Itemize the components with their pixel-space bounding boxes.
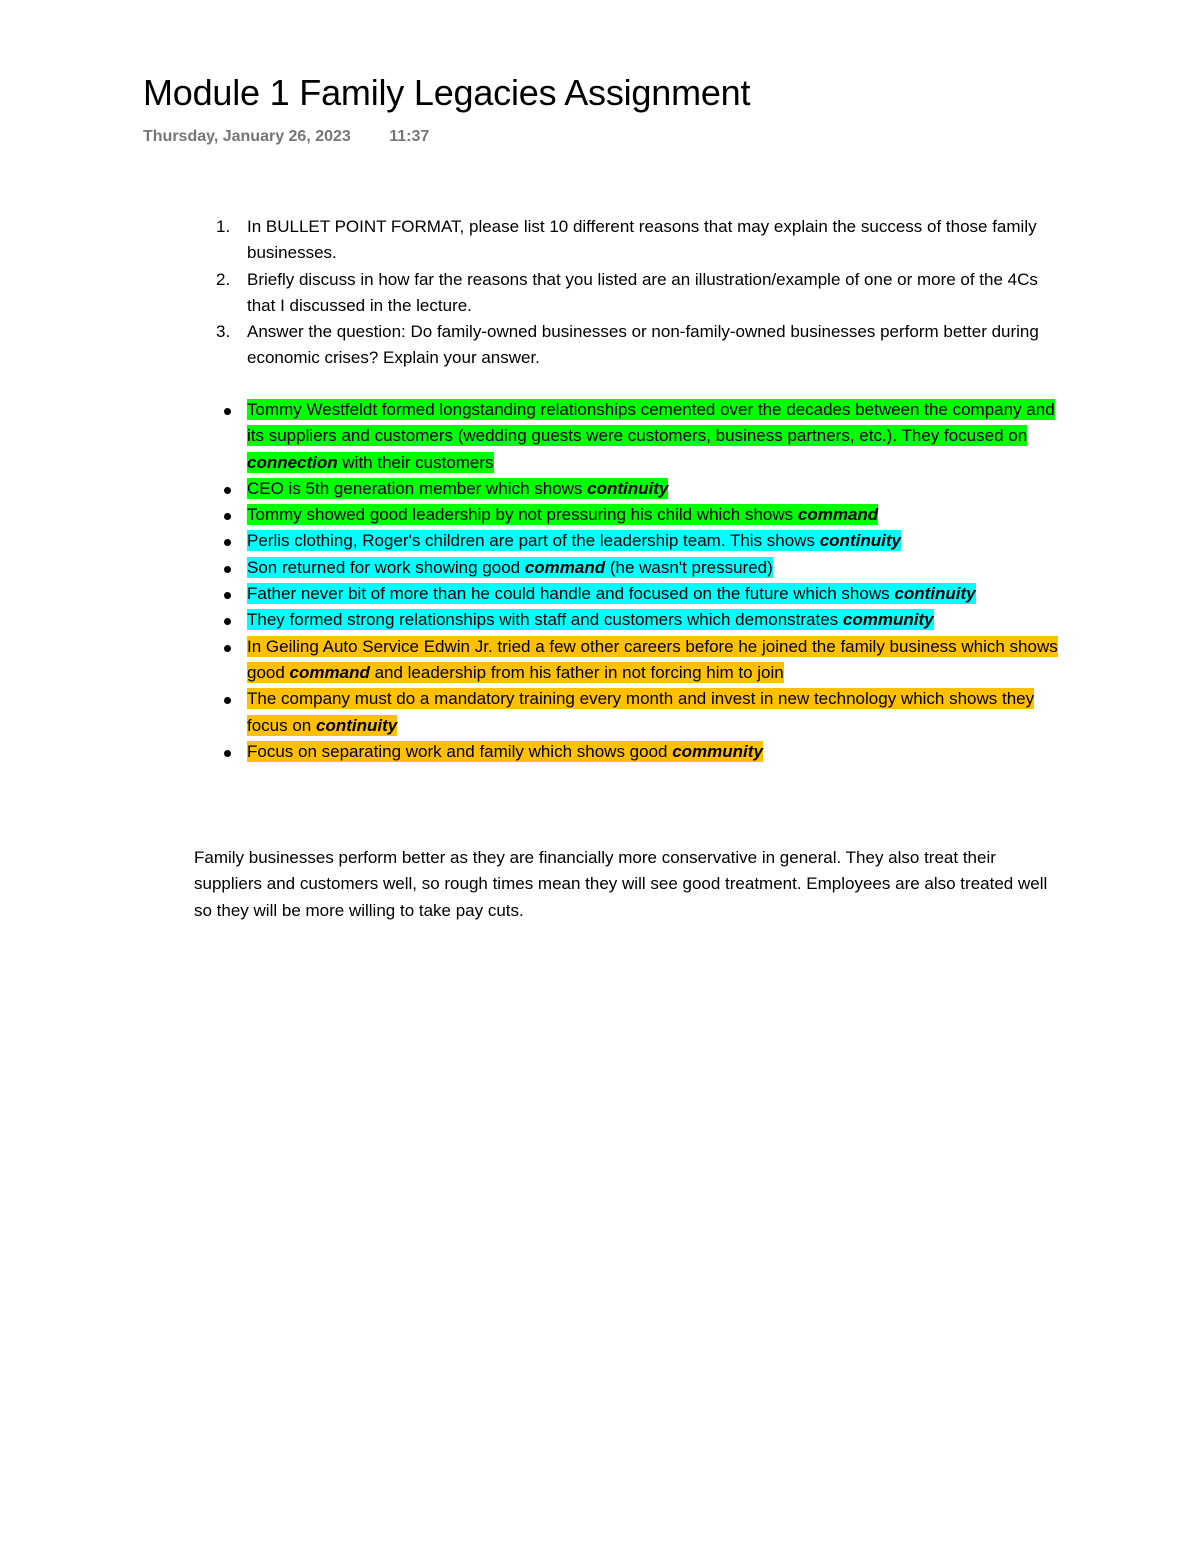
question-item — [194, 319, 1054, 372]
bullet-text: Focus on separating work and family which shows good — [247, 741, 673, 761]
assignment-questions — [194, 214, 1054, 372]
bullet-dot-icon — [224, 566, 231, 573]
highlighted-text — [247, 636, 1058, 683]
answer-paragraph: Family businesses perform better as they are financially more conservative in general. They also treat their suppliers and customers well, so rough times mean they will see good treatment. Employees are also treated well so they will be more willing to take pay cuts. — [194, 848, 1048, 920]
bullet-text: In Geiling Auto Service Edwin Jr. tried a few other careers before he joined the family business which shows good — [247, 636, 1058, 682]
bullet-item — [194, 555, 1064, 581]
highlighted-text — [247, 583, 976, 604]
highlighted-text — [247, 504, 878, 525]
bullet-text: Tommy showed good leadership by not pressuring his child which shows — [247, 505, 798, 525]
bullet-text: Son returned for work showing good — [247, 557, 525, 577]
bullet-dot-icon — [224, 539, 231, 546]
bullet-text: Tommy Westfeldt formed longstanding relationships cemented over the decades between the company and its suppliers and customers (wedding guests were customers, business partners, etc.). They focused on — [247, 400, 1055, 446]
question-text: Briefly discuss in how far the reasons that you listed are an illustration/example of one or more of the 4Cs that I discussed in the lecture. — [247, 269, 1038, 315]
bullet-text: Perlis clothing, Roger's children are part of the leadership team. This shows — [247, 531, 820, 551]
page-title: Module 1 Family Legacies Assignment — [143, 72, 751, 113]
bullet-dot-icon — [224, 697, 231, 704]
question-item — [194, 267, 1054, 320]
bullet-item — [194, 634, 1064, 687]
bullet-keyword: command — [289, 662, 370, 682]
bullet-dot-icon — [224, 645, 231, 652]
bullet-keyword: continuity — [819, 531, 901, 551]
highlighted-text — [247, 557, 773, 578]
bullet-text: The company must do a mandatory training every month and invest in new technology which shows they focus on — [247, 689, 1035, 735]
page-time: 11:37 — [389, 128, 430, 145]
bullet-keyword: connection — [247, 452, 338, 472]
bullet-keyword: command — [797, 505, 879, 525]
highlighted-text — [247, 399, 1055, 473]
bullet-item — [194, 607, 1064, 633]
bullet-keyword: community — [672, 741, 763, 761]
bullet-item — [194, 502, 1064, 528]
bullet-item — [194, 476, 1064, 502]
bullet-dot-icon — [224, 513, 231, 520]
question-text: Answer the question: Do family-owned businesses or non-family-owned businesses perform better during economic crises? Explain your answer. — [247, 322, 1039, 368]
bullet-item — [194, 739, 1064, 765]
bullet-text: Father never bit of more than he could handle and focused on the future which shows — [247, 584, 895, 604]
bullet-text: CEO is 5th generation member which shows — [247, 478, 588, 498]
bullet-text: (he wasn't pressured) — [605, 557, 773, 577]
bullet-dot-icon — [224, 750, 231, 757]
bullet-text: and leadership from his father in not forcing him to join — [369, 662, 784, 682]
bullet-keyword: community — [842, 610, 934, 630]
highlighted-text — [247, 741, 763, 762]
question-item — [194, 214, 1054, 267]
bullet-text: They formed strong relationships with staff and customers which demonstrates — [247, 610, 843, 630]
bullet-keyword: command — [524, 557, 606, 577]
bullet-item — [194, 581, 1064, 607]
page-meta — [143, 128, 429, 146]
highlighted-text — [247, 478, 668, 499]
bullet-dot-icon — [224, 592, 231, 599]
bullet-keyword: continuity — [894, 584, 976, 604]
bullet-item — [194, 686, 1064, 739]
question-number: 3. — [216, 322, 231, 342]
bullet-keyword: continuity — [587, 478, 669, 498]
question-number: 2. — [216, 269, 231, 289]
bullet-keyword: continuity — [316, 715, 398, 735]
bullet-dot-icon — [224, 487, 231, 494]
bullet-dot-icon — [224, 618, 231, 625]
highlighted-text — [247, 530, 901, 551]
question-text: In BULLET POINT FORMAT, please list 10 different reasons that may explain the success of those family businesses. — [247, 217, 1037, 263]
bullet-item — [194, 397, 1064, 476]
reasons-bullet-list — [194, 397, 1064, 765]
bullet-item — [194, 528, 1064, 554]
highlighted-text — [247, 688, 1034, 735]
bullet-dot-icon — [224, 408, 231, 415]
bullet-text: with their customers — [337, 452, 494, 472]
highlighted-text — [247, 609, 934, 630]
question-number: 1. — [216, 217, 231, 236]
page-date: Thursday, January 26, 2023 — [143, 128, 351, 145]
